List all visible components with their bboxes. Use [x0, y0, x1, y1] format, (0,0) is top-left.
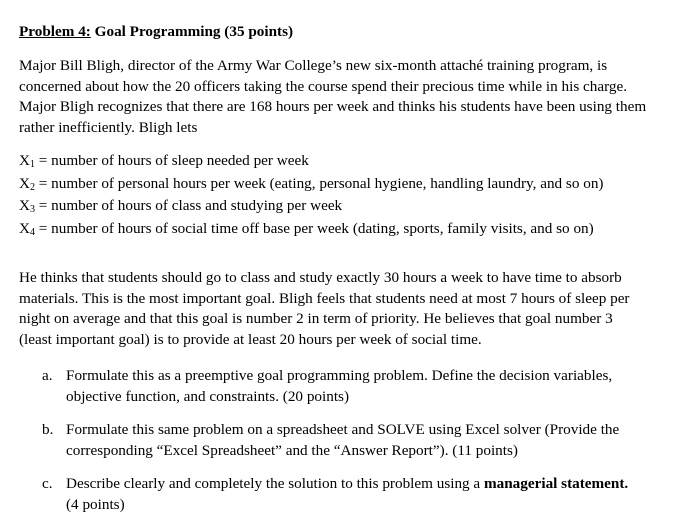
goals-line: night on average and that this goal is number 2 in term of priority. He believes that goal number 3 [19, 310, 613, 327]
variable-definition: = number of hours of class and studying per week [34, 197, 343, 214]
variable-definition: = number of hours of social time off base per week (dating, sports, family visits, and so on) [34, 219, 594, 237]
variable-definitions [19, 151, 675, 241]
problem-title-text: Goal Programming (35 points) [90, 23, 294, 40]
item-line-prefix: Describe clearly and completely the solution to this problem using a [66, 475, 484, 492]
intro-line: Major Bill Bligh, director of the Army War College’s new six-month attaché training program, is [19, 57, 608, 74]
variable-name: X [19, 174, 30, 192]
item-letter: b. [42, 421, 54, 438]
goals-line: (least important goal) is to provide at least 20 hours per week of social time. [19, 330, 482, 348]
item-line: Formulate this same problem on a spreadsheet and SOLVE using Excel solver (Provide the [66, 421, 620, 438]
variable-name: X [19, 197, 30, 214]
intro-line: concerned about how the 20 officers taking the course spend their precious time while in his charge. [19, 77, 628, 95]
variable-x4 [19, 219, 675, 242]
variable-subscript: 4 [29, 226, 35, 238]
variable-x1 [19, 151, 675, 174]
variable-x2 [19, 174, 675, 197]
item-letter: c. [42, 475, 53, 492]
item-line: objective function, and constraints. (20 points) [66, 387, 350, 405]
variable-name: X [19, 219, 30, 237]
item-line: Formulate this as a preemptive goal programming problem. Define the decision variables, [66, 367, 613, 384]
variable-definition: = number of personal hours per week (eating, personal hygiene, handling laundry, and so on) [34, 174, 604, 192]
managerial-statement-emphasis: managerial statement. [483, 475, 629, 492]
item-line: (4 points) [66, 495, 125, 513]
item-text [66, 420, 672, 461]
goals-line: materials. This is the most important goal. Bligh feels that students need at most 7 hours of sleep per [19, 289, 630, 307]
item-text [66, 366, 672, 407]
problem-title [19, 22, 293, 43]
problem-label: Problem 4: [19, 23, 91, 40]
item-line: corresponding “Excel Spreadsheet” and the “Answer Report”). (11 points) [66, 441, 518, 459]
intro-paragraph [19, 56, 675, 138]
variable-subscript: 2 [29, 181, 35, 193]
item-letter: a. [42, 367, 53, 384]
item-text [66, 474, 672, 515]
variable-subscript: 1 [29, 159, 35, 170]
variable-x3 [19, 196, 675, 219]
goals-paragraph [19, 268, 675, 350]
variable-name: X [19, 152, 30, 169]
goals-line: He thinks that students should go to class and study exactly 30 hours a week to have time to absorb [19, 269, 622, 286]
intro-line: Major Bligh recognizes that there are 168 hours per week and thinks his students have been using them [19, 98, 647, 115]
intro-line: rather inefficiently. Bligh lets [19, 118, 198, 136]
variable-definition: = number of hours of sleep needed per week [34, 152, 309, 169]
variable-subscript: 3 [29, 204, 35, 215]
item-line [66, 474, 672, 495]
